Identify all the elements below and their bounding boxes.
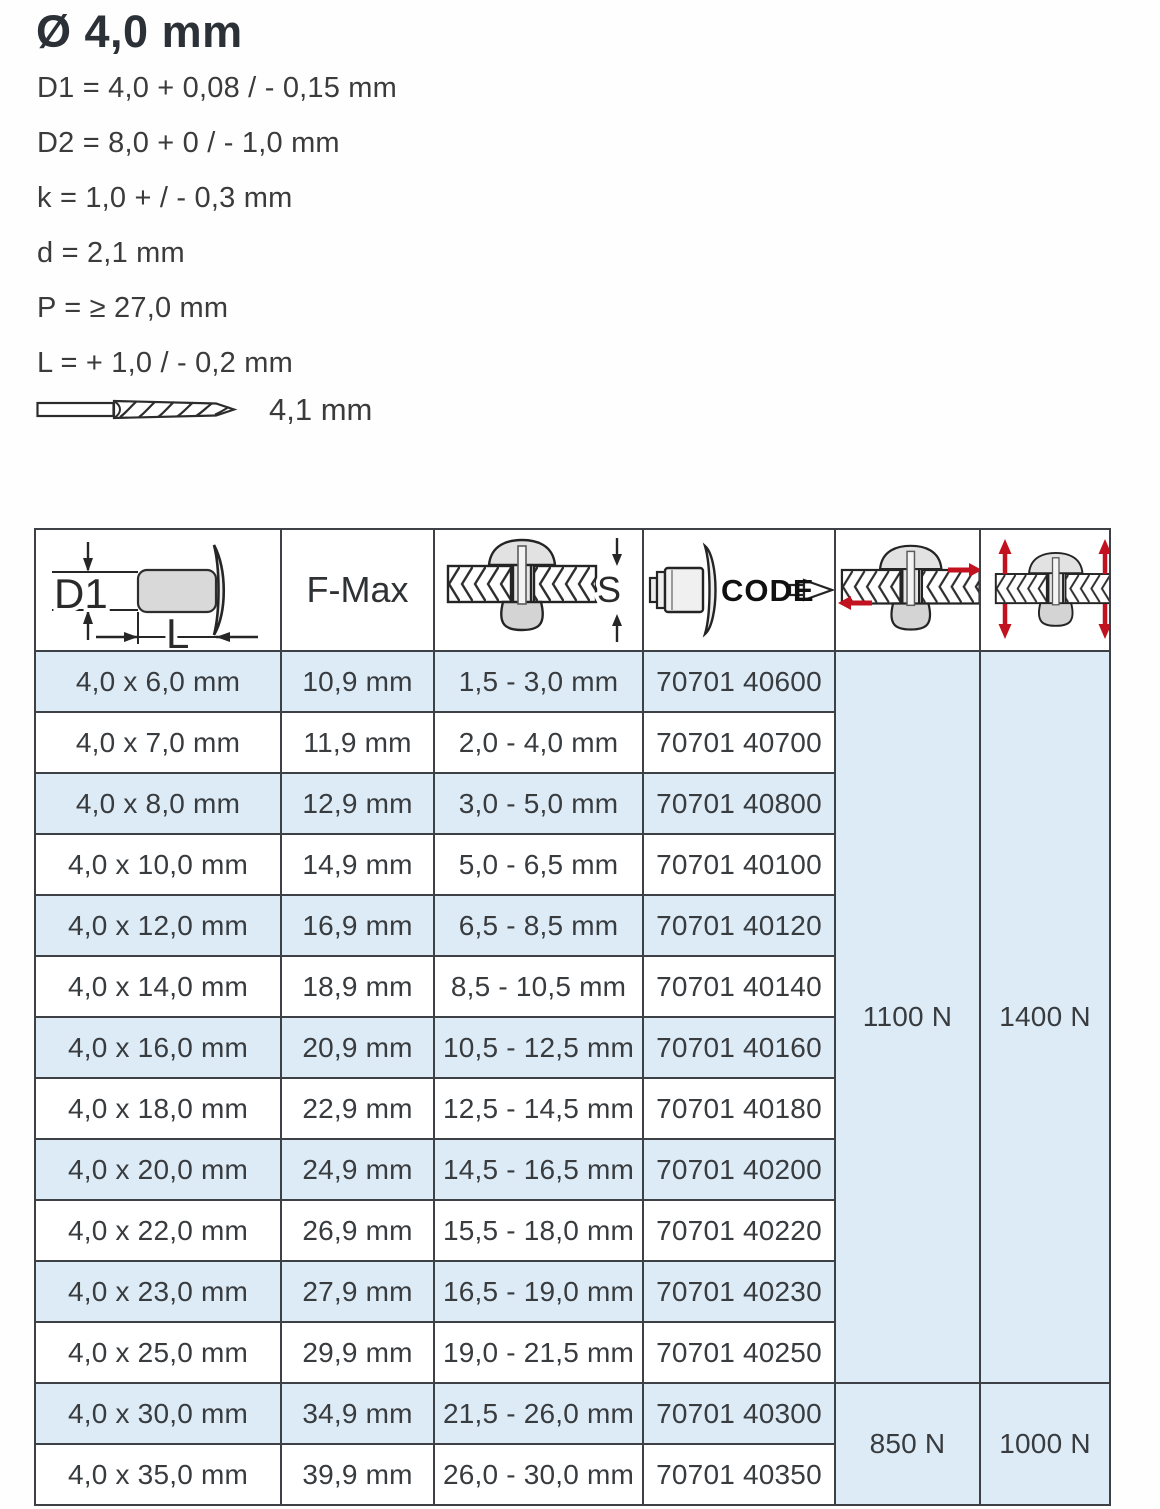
d1-dimension-label: D1 (54, 570, 108, 617)
spec-list (37, 61, 397, 391)
fmax-cell: 24,9 mm (281, 1139, 434, 1200)
grip-cell: 1,5 - 3,0 mm (434, 651, 643, 712)
grip-s-label: S (596, 569, 621, 610)
shear-value-cell: 850 N (835, 1383, 980, 1505)
grip-cell: 19,0 - 21,5 mm (434, 1322, 643, 1383)
col-grip-header (434, 529, 643, 651)
size-cell: 4,0 x 8,0 mm (35, 773, 281, 834)
code-cell: 70701 40200 (643, 1139, 835, 1200)
drill-size-label: 4,1 mm (269, 392, 373, 427)
grip-cell: 14,5 - 16,5 mm (434, 1139, 643, 1200)
drill-bit-icon (36, 392, 241, 428)
spec-l: L = + 1,0 / - 0,2 mm (37, 347, 293, 379)
grip-range-icon (439, 534, 639, 646)
spec-k: k = 1,0 + / - 0,3 mm (37, 182, 293, 214)
col-shear-header (835, 529, 980, 651)
table-row (35, 1383, 1110, 1444)
grip-cell: 15,5 - 18,0 mm (434, 1200, 643, 1261)
col-dimensions-header (35, 529, 281, 651)
spec-d2: D2 = 8,0 + 0 / - 1,0 mm (37, 127, 340, 159)
fmax-cell: 11,9 mm (281, 712, 434, 773)
rivet-dimensions-icon (38, 532, 278, 648)
code-cell: 70701 40300 (643, 1383, 835, 1444)
col-fmax-header (281, 529, 434, 651)
code-cell: 70701 40120 (643, 895, 835, 956)
spec-d: d = 2,1 mm (37, 237, 185, 269)
size-cell: 4,0 x 7,0 mm (35, 712, 281, 773)
code-cell: 70701 40100 (643, 834, 835, 895)
grip-cell: 8,5 - 10,5 mm (434, 956, 643, 1017)
grip-cell: 6,5 - 8,5 mm (434, 895, 643, 956)
grip-cell: 26,0 - 30,0 mm (434, 1444, 643, 1505)
fmax-cell: 18,9 mm (281, 956, 434, 1017)
rivet-code-icon (644, 534, 834, 646)
page-title: Ø 4,0 mm (36, 6, 243, 57)
spec-p: P = ≥ 27,0 mm (37, 292, 229, 324)
table-row (35, 651, 1110, 712)
size-cell: 4,0 x 25,0 mm (35, 1322, 281, 1383)
grip-cell: 3,0 - 5,0 mm (434, 773, 643, 834)
fmax-cell: 14,9 mm (281, 834, 434, 895)
fmax-cell: 22,9 mm (281, 1078, 434, 1139)
size-cell: 4,0 x 35,0 mm (35, 1444, 281, 1505)
fmax-cell: 20,9 mm (281, 1017, 434, 1078)
fmax-cell: 16,9 mm (281, 895, 434, 956)
fmax-cell: 26,9 mm (281, 1200, 434, 1261)
size-cell: 4,0 x 16,0 mm (35, 1017, 281, 1078)
grip-cell: 2,0 - 4,0 mm (434, 712, 643, 773)
size-cell: 4,0 x 22,0 mm (35, 1200, 281, 1261)
size-cell: 4,0 x 12,0 mm (35, 895, 281, 956)
code-cell: 70701 40700 (643, 712, 835, 773)
fmax-cell: 27,9 mm (281, 1261, 434, 1322)
code-cell: 70701 40800 (643, 773, 835, 834)
tensile-strength-icon (981, 534, 1110, 646)
code-cell: 70701 40220 (643, 1200, 835, 1261)
size-cell: 4,0 x 30,0 mm (35, 1383, 281, 1444)
code-cell: 70701 40230 (643, 1261, 835, 1322)
shear-strength-icon (836, 534, 980, 646)
fmax-cell: 29,9 mm (281, 1322, 434, 1383)
size-cell: 4,0 x 18,0 mm (35, 1078, 281, 1139)
code-cell: 70701 40600 (643, 651, 835, 712)
code-cell: 70701 40140 (643, 956, 835, 1017)
col-code-header (643, 529, 835, 651)
size-cell: 4,0 x 6,0 mm (35, 651, 281, 712)
code-cell: 70701 40160 (643, 1017, 835, 1078)
fmax-header-label: F-Max (306, 569, 409, 610)
code-cell: 70701 40250 (643, 1322, 835, 1383)
tensile-value-cell: 1400 N (980, 651, 1110, 1383)
col-tensile-header (980, 529, 1110, 651)
tensile-value-cell: 1000 N (980, 1383, 1110, 1505)
size-cell: 4,0 x 10,0 mm (35, 834, 281, 895)
code-label: CODE (721, 573, 815, 608)
code-cell: 70701 40180 (643, 1078, 835, 1139)
size-cell: 4,0 x 14,0 mm (35, 956, 281, 1017)
table-header-row (35, 529, 1110, 651)
shear-value-cell: 1100 N (835, 651, 980, 1383)
grip-cell: 12,5 - 14,5 mm (434, 1078, 643, 1139)
rivet-spec-table (34, 528, 1111, 1506)
size-cell: 4,0 x 20,0 mm (35, 1139, 281, 1200)
fmax-cell: 34,9 mm (281, 1383, 434, 1444)
fmax-cell: 10,9 mm (281, 651, 434, 712)
grip-cell: 5,0 - 6,5 mm (434, 834, 643, 895)
fmax-cell: 12,9 mm (281, 773, 434, 834)
code-cell: 70701 40350 (643, 1444, 835, 1505)
grip-cell: 16,5 - 19,0 mm (434, 1261, 643, 1322)
grip-cell: 10,5 - 12,5 mm (434, 1017, 643, 1078)
spec-d1: D1 = 4,0 + 0,08 / - 0,15 mm (37, 72, 398, 104)
drill-size-row (36, 392, 372, 428)
fmax-cell: 39,9 mm (281, 1444, 434, 1505)
l-dimension-label: L (166, 610, 190, 648)
grip-cell: 21,5 - 26,0 mm (434, 1383, 643, 1444)
size-cell: 4,0 x 23,0 mm (35, 1261, 281, 1322)
